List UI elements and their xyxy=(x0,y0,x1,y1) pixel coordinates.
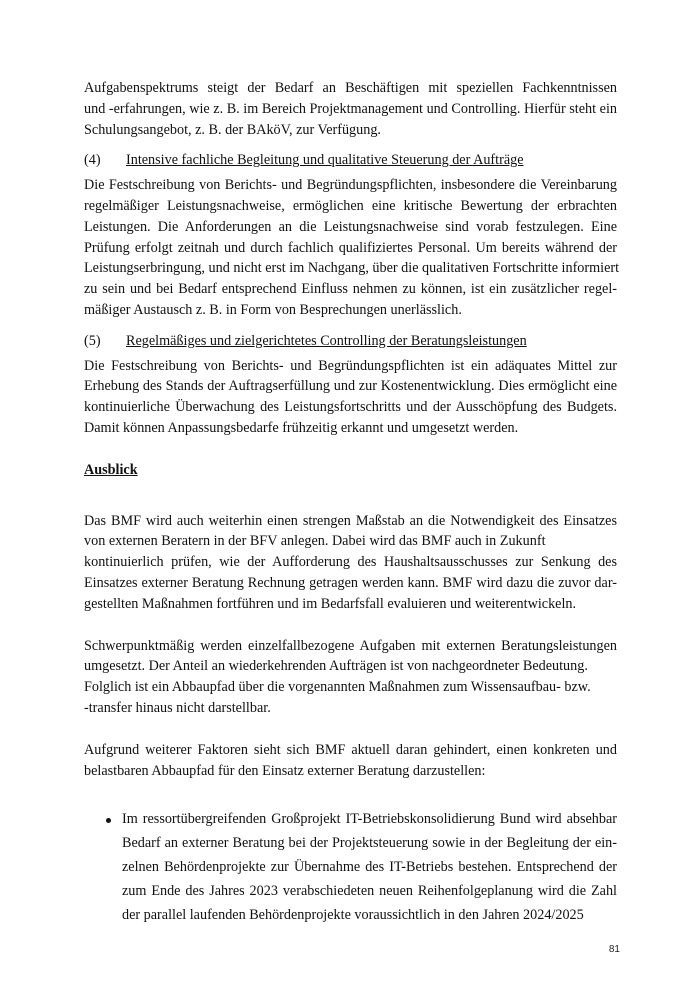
bullet-icon xyxy=(84,807,122,927)
section-5-line: Damit können Anpassungsbedarfe frühzeitig erkannt und umgesetzt werden. xyxy=(84,419,519,436)
bullet-list-item xyxy=(84,807,617,927)
bullet-line: zelnen Behördenprojekte zur Übernahme des IT-Betriebs bestehen. Entsprechend der xyxy=(122,859,617,876)
ausblick-line: Das BMF wird auch weiterhin einen strengen Maßstab an die Notwendigkeit des Einsatzes xyxy=(84,512,617,529)
section-4-heading xyxy=(84,150,617,171)
ausblick-line: Einsatzes externer Beratung Rechnung getragen werden kann. BMF wird dazu die zuvor dar- xyxy=(84,574,617,591)
section-5-line: kontinuierliche Überwachung des Leistungsfortschritts und der Ausschöpfung des Budgets. xyxy=(84,399,617,416)
ausblick-line: -transfer hinaus nicht darstellbar. xyxy=(84,699,271,716)
section-4-line: regelmäßiger Leistungsnachweise, ermöglichen eine kritische Bewertung der erbrachten xyxy=(84,197,617,214)
bullet-line: zum Ende des Jahres 2023 verabschiedeten neuen Reihenfolgeplanung wird die Zahl xyxy=(122,883,617,900)
section-4-line: mäßiger Austausch z. B. in Form von Besprechungen unerlässlich. xyxy=(84,301,462,318)
section-4-paragraph xyxy=(84,175,620,321)
page-number: 81 xyxy=(608,944,620,955)
section-4-line: Leistungserbringung, und nicht erst im Nachgang, über die qualitativen Fortschritte informiert xyxy=(84,260,620,277)
section-5-line: Erhebung des Stands der Auftragserfüllung und zur Kostenentwicklung. Dies ermöglicht eine xyxy=(84,378,617,395)
section-4-number: (4) xyxy=(84,152,101,169)
section-5-number: (5) xyxy=(84,332,101,349)
intro-line: Schulungsangebot, z. B. der BAköV, zur Verfügung. xyxy=(84,121,381,138)
ausblick-heading: Ausblick xyxy=(84,461,138,478)
section-4-title: Intensive fachliche Begleitung und qualitative Steuerung der Aufträge xyxy=(126,152,524,169)
intro-line: und -erfahrungen, wie z. B. im Bereich Projektmanagement und Controlling. Hierfür steht ein xyxy=(84,100,617,117)
bullet-line: Im ressortübergreifenden Großprojekt IT-Betriebskonsolidierung Bund wird absehbar xyxy=(122,811,617,828)
bullet-text xyxy=(122,807,617,927)
ausblick-line: belastbaren Abbaupfad für den Einsatz externer Beratung darzustellen: xyxy=(84,762,486,779)
section-5-line: Die Festschreibung von Berichts- und Begründungspflichten ist ein adäquates Mittel zur xyxy=(84,357,617,374)
intro-line: Aufgabenspektrums steigt der Bedarf an Beschäftigen mit speziellen Fachkenntnissen xyxy=(84,80,617,96)
ausblick-paragraph-2 xyxy=(84,636,617,719)
ausblick-paragraph-1 xyxy=(84,511,617,615)
ausblick-line: Folglich ist ein Abbaupfad über die vorgenannten Maßnahmen zum Wissensaufbau- bzw. xyxy=(84,679,591,696)
ausblick-line: kontinuierlich prüfen, wie der Aufforderung des Haushaltsausschusses zur Senkung des xyxy=(84,554,617,571)
document-page xyxy=(84,78,620,927)
ausblick-line: Aufgrund weiterer Faktoren sieht sich BMF aktuell daran gehindert, einen konkreten und xyxy=(84,741,617,758)
section-4-line: Leistungen. Die Anforderungen an die Leistungsnachweise sind vorab festzulegen. Eine xyxy=(84,218,617,235)
ausblick-line: von externen Beratern in der BFV anlegen. Dabei wird das BMF auch in Zukunft xyxy=(84,533,546,550)
ausblick-line: Schwerpunktmäßig werden einzelfallbezogene Aufgaben mit externen Beratungsleistungen xyxy=(84,637,617,654)
section-5-heading xyxy=(84,331,617,352)
bullet-line: der parallel laufenden Behördenprojekte voraussichtlich in den Jahren 2024/2025 xyxy=(122,907,584,924)
section-4-line: zu sein und bei Bedarf entsprechend Einfluss nehmen zu können, ist ein zusätzlicher regel- xyxy=(84,281,617,298)
intro-paragraph xyxy=(84,78,617,140)
section-5-paragraph xyxy=(84,356,617,439)
ausblick-line: umgesetzt. Der Anteil an wiederkehrenden Aufträgen ist von nachgeordneter Bedeutung. xyxy=(84,658,588,675)
section-4-line: Die Festschreibung von Berichts- und Begründungspflichten, insbesondere die Vereinbarung xyxy=(84,177,617,194)
ausblick-line: gestellten Maßnahmen fortführen und im Bedarfsfall evaluieren und weiterentwickeln. xyxy=(84,595,577,612)
ausblick-paragraph-3 xyxy=(84,740,617,782)
bullet-line: Bedarf an externer Beratung bei der Projektsteuerung sowie in der Begleitung der ein- xyxy=(122,835,617,852)
section-5-title: Regelmäßiges und zielgerichtetes Controlling der Beratungsleistungen xyxy=(126,332,527,349)
section-4-line: Prüfung erfolgt zeitnah und durch fachlich qualifiziertes Personal. Um bereits während der xyxy=(84,239,617,256)
